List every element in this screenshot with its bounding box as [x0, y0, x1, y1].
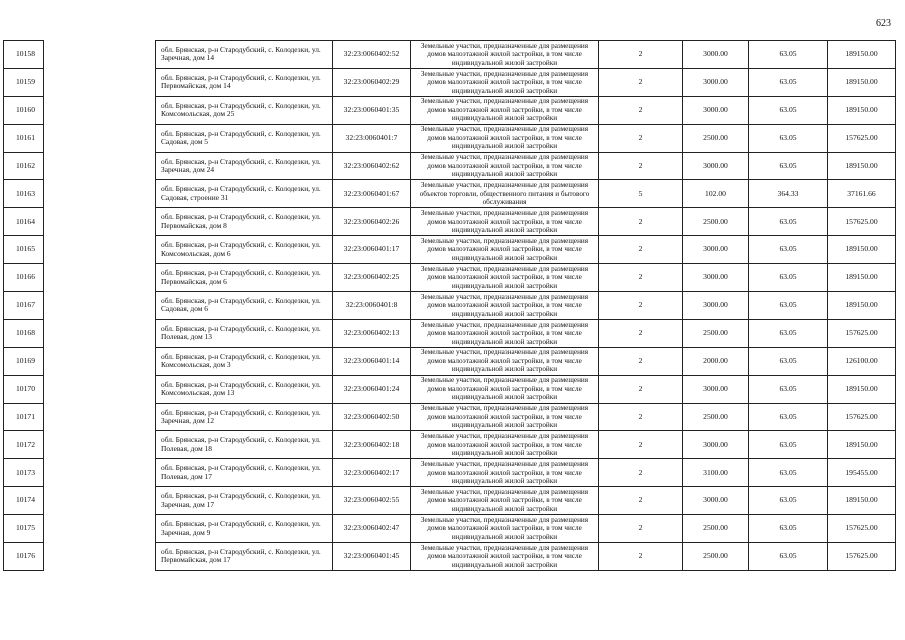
cadastral-value-cell: 189150.00 [828, 236, 896, 264]
unit-value-cell: 63.05 [749, 236, 828, 264]
address-cell: обл. Брянская, р-н Стародубский, с. Колодезки, ул. Заречная, дом 12 [156, 403, 333, 431]
unit-value-cell: 63.05 [749, 487, 828, 515]
spacer-cell [44, 180, 156, 208]
unit-value-cell: 63.05 [749, 41, 828, 69]
spacer-cell [44, 236, 156, 264]
table-row [4, 487, 896, 515]
cadastral-value-cell: 157625.00 [828, 403, 896, 431]
unit-value-cell: 63.05 [749, 319, 828, 347]
area-cell: 2500.00 [683, 124, 749, 152]
table-body [4, 41, 896, 571]
address-cell: обл. Брянская, р-н Стародубский, с. Колодезки, ул. Заречная, дом 17 [156, 487, 333, 515]
unit-value-cell: 63.05 [749, 403, 828, 431]
unit-value-cell: 63.05 [749, 431, 828, 459]
cadastral-number-cell: 32:23:0060401:14 [333, 347, 411, 375]
group-cell: 2 [599, 487, 683, 515]
cadastral-number-cell: 32:23:0060402:17 [333, 459, 411, 487]
area-cell: 3000.00 [683, 292, 749, 320]
land-use-cell: Земельные участки, предназначенные для размещения домов малоэтажной жилой застройки, в том числе индивидуальной жилой застройки [411, 347, 599, 375]
cadastral-value-cell: 189150.00 [828, 152, 896, 180]
unit-value-cell: 63.05 [749, 208, 828, 236]
group-cell: 2 [599, 403, 683, 431]
land-use-cell: Земельные участки, предназначенные для размещения домов малоэтажной жилой застройки, в том числе индивидуальной жилой застройки [411, 292, 599, 320]
address-cell: обл. Брянская, р-н Стародубский, с. Колодезки, ул. Комсомольская, дом 25 [156, 96, 333, 124]
address-cell: обл. Брянская, р-н Стародубский, с. Колодезки, ул. Первомайская, дом 8 [156, 208, 333, 236]
spacer-cell [44, 431, 156, 459]
cadastral-number-cell: 32:23:0060401:24 [333, 375, 411, 403]
table-row [4, 375, 896, 403]
spacer-cell [44, 319, 156, 347]
address-cell: обл. Брянская, р-н Стародубский, с. Колодезки, ул. Комсомольская, дом 13 [156, 375, 333, 403]
table-row [4, 180, 896, 208]
address-cell: обл. Брянская, р-н Стародубский, с. Колодезки, ул. Комсомольская, дом 6 [156, 236, 333, 264]
group-cell: 2 [599, 236, 683, 264]
unit-value-cell: 63.05 [749, 347, 828, 375]
area-cell: 3000.00 [683, 431, 749, 459]
spacer-cell [44, 68, 156, 96]
cadastral-number-cell: 32:23:0060401:35 [333, 96, 411, 124]
group-cell: 2 [599, 68, 683, 96]
record-id-cell: 10160 [4, 96, 44, 124]
table-row [4, 292, 896, 320]
land-use-cell: Земельные участки, предназначенные для размещения домов малоэтажной жилой застройки, в том числе индивидуальной жилой застройки [411, 124, 599, 152]
spacer-cell [44, 515, 156, 543]
area-cell: 3000.00 [683, 41, 749, 69]
cadastral-number-cell: 32:23:0060402:18 [333, 431, 411, 459]
land-use-cell: Земельные участки, предназначенные для размещения домов малоэтажной жилой застройки, в том числе индивидуальной жилой застройки [411, 515, 599, 543]
cadastral-number-cell: 32:23:0060402:55 [333, 487, 411, 515]
spacer-cell [44, 292, 156, 320]
land-use-cell: Земельные участки, предназначенные для размещения домов малоэтажной жилой застройки, в том числе индивидуальной жилой застройки [411, 208, 599, 236]
area-cell: 102.00 [683, 180, 749, 208]
address-cell: обл. Брянская, р-н Стародубский, с. Колодезки, ул. Первомайская, дом 14 [156, 68, 333, 96]
record-id-cell: 10170 [4, 375, 44, 403]
record-id-cell: 10164 [4, 208, 44, 236]
address-cell: обл. Брянская, р-н Стародубский, с. Колодезки, ул. Садовая, дом 6 [156, 292, 333, 320]
record-id-cell: 10159 [4, 68, 44, 96]
cadastral-value-cell: 157625.00 [828, 208, 896, 236]
address-cell: обл. Брянская, р-н Стародубский, с. Колодезки, ул. Полевая, дом 18 [156, 431, 333, 459]
area-cell: 2500.00 [683, 403, 749, 431]
cadastral-value-cell: 189150.00 [828, 96, 896, 124]
land-use-cell: Земельные участки, предназначенные для размещения домов малоэтажной жилой застройки, в том числе индивидуальной жилой застройки [411, 459, 599, 487]
unit-value-cell: 63.05 [749, 68, 828, 96]
group-cell: 2 [599, 96, 683, 124]
cadastral-number-cell: 32:23:0060401:67 [333, 180, 411, 208]
spacer-cell [44, 375, 156, 403]
land-use-cell: Земельные участки, предназначенные для размещения домов малоэтажной жилой застройки, в том числе индивидуальной жилой застройки [411, 403, 599, 431]
table-row [4, 543, 896, 571]
spacer-cell [44, 124, 156, 152]
area-cell: 3000.00 [683, 236, 749, 264]
group-cell: 2 [599, 347, 683, 375]
spacer-cell [44, 459, 156, 487]
table-row [4, 236, 896, 264]
cadastral-number-cell: 32:23:0060401:8 [333, 292, 411, 320]
record-id-cell: 10161 [4, 124, 44, 152]
table-row [4, 347, 896, 375]
spacer-cell [44, 152, 156, 180]
cadastral-value-cell: 37161.66 [828, 180, 896, 208]
record-id-cell: 10168 [4, 319, 44, 347]
group-cell: 2 [599, 319, 683, 347]
cadastral-value-cell: 189150.00 [828, 375, 896, 403]
record-id-cell: 10175 [4, 515, 44, 543]
record-id-cell: 10167 [4, 292, 44, 320]
cadastral-number-cell: 32:23:0060401:7 [333, 124, 411, 152]
record-id-cell: 10176 [4, 543, 44, 571]
area-cell: 2000.00 [683, 347, 749, 375]
address-cell: обл. Брянская, р-н Стародубский, с. Колодезки, ул. Садовая, дом 5 [156, 124, 333, 152]
group-cell: 2 [599, 375, 683, 403]
spacer-cell [44, 264, 156, 292]
land-use-cell: Земельные участки, предназначенные для размещения домов малоэтажной жилой застройки, в том числе индивидуальной жилой застройки [411, 41, 599, 69]
record-id-cell: 10171 [4, 403, 44, 431]
cadastral-value-cell: 189150.00 [828, 264, 896, 292]
cadastral-number-cell: 32:23:0060401:17 [333, 236, 411, 264]
table-row [4, 319, 896, 347]
group-cell: 2 [599, 152, 683, 180]
group-cell: 2 [599, 431, 683, 459]
address-cell: обл. Брянская, р-н Стародубский, с. Колодезки, ул. Заречная, дом 14 [156, 41, 333, 69]
table-row [4, 431, 896, 459]
record-id-cell: 10166 [4, 264, 44, 292]
area-cell: 2500.00 [683, 543, 749, 571]
cadastral-value-cell: 157625.00 [828, 124, 896, 152]
group-cell: 2 [599, 124, 683, 152]
cadastral-value-cell: 157625.00 [828, 515, 896, 543]
cadastral-number-cell: 32:23:0060402:25 [333, 264, 411, 292]
group-cell: 2 [599, 292, 683, 320]
unit-value-cell: 63.05 [749, 515, 828, 543]
record-id-cell: 10162 [4, 152, 44, 180]
group-cell: 2 [599, 264, 683, 292]
record-id-cell: 10165 [4, 236, 44, 264]
group-cell: 2 [599, 208, 683, 236]
group-cell: 2 [599, 41, 683, 69]
land-use-cell: Земельные участки, предназначенные для размещения домов малоэтажной жилой застройки, в том числе индивидуальной жилой застройки [411, 319, 599, 347]
address-cell: обл. Брянская, р-н Стародубский, с. Колодезки, ул. Заречная, дом 9 [156, 515, 333, 543]
address-cell: обл. Брянская, р-н Стародубский, с. Колодезки, ул. Комсомольская, дом 3 [156, 347, 333, 375]
land-use-cell: Земельные участки, предназначенные для размещения домов малоэтажной жилой застройки, в том числе индивидуальной жилой застройки [411, 431, 599, 459]
area-cell: 3100.00 [683, 459, 749, 487]
cadastral-value-cell: 157625.00 [828, 543, 896, 571]
table-row [4, 264, 896, 292]
cadastral-value-cell: 157625.00 [828, 319, 896, 347]
area-cell: 2500.00 [683, 208, 749, 236]
cadastral-value-table [3, 40, 896, 571]
area-cell: 3000.00 [683, 96, 749, 124]
cadastral-number-cell: 32:23:0060402:26 [333, 208, 411, 236]
cadastral-value-cell: 189150.00 [828, 431, 896, 459]
area-cell: 3000.00 [683, 68, 749, 96]
land-use-cell: Земельные участки, предназначенные для размещения домов малоэтажной жилой застройки, в том числе индивидуальной жилой застройки [411, 96, 599, 124]
land-use-cell: Земельные участки, предназначенные для размещения домов малоэтажной жилой застройки, в том числе индивидуальной жилой застройки [411, 264, 599, 292]
cadastral-number-cell: 32:23:0060402:50 [333, 403, 411, 431]
cadastral-value-cell: 189150.00 [828, 292, 896, 320]
unit-value-cell: 364.33 [749, 180, 828, 208]
group-cell: 2 [599, 515, 683, 543]
area-cell: 3000.00 [683, 375, 749, 403]
land-use-cell: Земельные участки, предназначенные для размещения домов малоэтажной жилой застройки, в том числе индивидуальной жилой застройки [411, 487, 599, 515]
cadastral-value-cell: 189150.00 [828, 68, 896, 96]
address-cell: обл. Брянская, р-н Стародубский, с. Колодезки, ул. Садовая, строение 31 [156, 180, 333, 208]
cadastral-number-cell: 32:23:0060401:45 [333, 543, 411, 571]
table-row [4, 96, 896, 124]
cadastral-value-cell: 189150.00 [828, 41, 896, 69]
table-row [4, 68, 896, 96]
record-id-cell: 10172 [4, 431, 44, 459]
area-cell: 2500.00 [683, 319, 749, 347]
table-row [4, 403, 896, 431]
cadastral-value-cell: 189150.00 [828, 487, 896, 515]
spacer-cell [44, 96, 156, 124]
group-cell: 2 [599, 543, 683, 571]
cadastral-number-cell: 32:23:0060402:62 [333, 152, 411, 180]
record-id-cell: 10174 [4, 487, 44, 515]
group-cell: 2 [599, 459, 683, 487]
land-use-cell: Земельные участки, предназначенные для размещения домов малоэтажной жилой застройки, в том числе индивидуальной жилой застройки [411, 68, 599, 96]
unit-value-cell: 63.05 [749, 292, 828, 320]
area-cell: 3000.00 [683, 487, 749, 515]
land-use-cell: Земельные участки, предназначенные для размещения домов малоэтажной жилой застройки, в том числе индивидуальной жилой застройки [411, 375, 599, 403]
land-use-cell: Земельные участки, предназначенные для размещения домов малоэтажной жилой застройки, в том числе индивидуальной жилой застройки [411, 543, 599, 571]
spacer-cell [44, 41, 156, 69]
area-cell: 3000.00 [683, 264, 749, 292]
cadastral-value-cell: 126100.00 [828, 347, 896, 375]
address-cell: обл. Брянская, р-н Стародубский, с. Колодезки, ул. Полевая, дом 17 [156, 459, 333, 487]
address-cell: обл. Брянская, р-н Стародубский, с. Колодезки, ул. Полевая, дом 13 [156, 319, 333, 347]
table-row [4, 459, 896, 487]
page-number: 623 [876, 18, 891, 29]
table-row [4, 208, 896, 236]
spacer-cell [44, 543, 156, 571]
unit-value-cell: 63.05 [749, 543, 828, 571]
record-id-cell: 10163 [4, 180, 44, 208]
cadastral-number-cell: 32:23:0060402:13 [333, 319, 411, 347]
table-row [4, 124, 896, 152]
address-cell: обл. Брянская, р-н Стародубский, с. Колодезки, ул. Первомайская, дом 6 [156, 264, 333, 292]
spacer-cell [44, 208, 156, 236]
area-cell: 3000.00 [683, 152, 749, 180]
unit-value-cell: 63.05 [749, 124, 828, 152]
land-use-cell: Земельные участки, предназначенные для размещения объектов торговли, общественного питания и бытового обслуживания [411, 180, 599, 208]
unit-value-cell: 63.05 [749, 152, 828, 180]
group-cell: 5 [599, 180, 683, 208]
spacer-cell [44, 487, 156, 515]
table-row [4, 152, 896, 180]
record-id-cell: 10169 [4, 347, 44, 375]
address-cell: обл. Брянская, р-н Стародубский, с. Колодезки, ул. Заречная, дом 24 [156, 152, 333, 180]
unit-value-cell: 63.05 [749, 375, 828, 403]
land-use-cell: Земельные участки, предназначенные для размещения домов малоэтажной жилой застройки, в том числе индивидуальной жилой застройки [411, 236, 599, 264]
area-cell: 2500.00 [683, 515, 749, 543]
cadastral-number-cell: 32:23:0060402:29 [333, 68, 411, 96]
spacer-cell [44, 347, 156, 375]
unit-value-cell: 63.05 [749, 96, 828, 124]
unit-value-cell: 63.05 [749, 264, 828, 292]
cadastral-number-cell: 32:23:0060402:47 [333, 515, 411, 543]
spacer-cell [44, 403, 156, 431]
cadastral-value-cell: 195455.00 [828, 459, 896, 487]
record-id-cell: 10173 [4, 459, 44, 487]
table-row [4, 41, 896, 69]
cadastral-number-cell: 32:23:0060402:52 [333, 41, 411, 69]
unit-value-cell: 63.05 [749, 459, 828, 487]
table-row [4, 515, 896, 543]
record-id-cell: 10158 [4, 41, 44, 69]
land-use-cell: Земельные участки, предназначенные для размещения домов малоэтажной жилой застройки, в том числе индивидуальной жилой застройки [411, 152, 599, 180]
address-cell: обл. Брянская, р-н Стародубский, с. Колодезки, ул. Первомайская, дом 17 [156, 543, 333, 571]
